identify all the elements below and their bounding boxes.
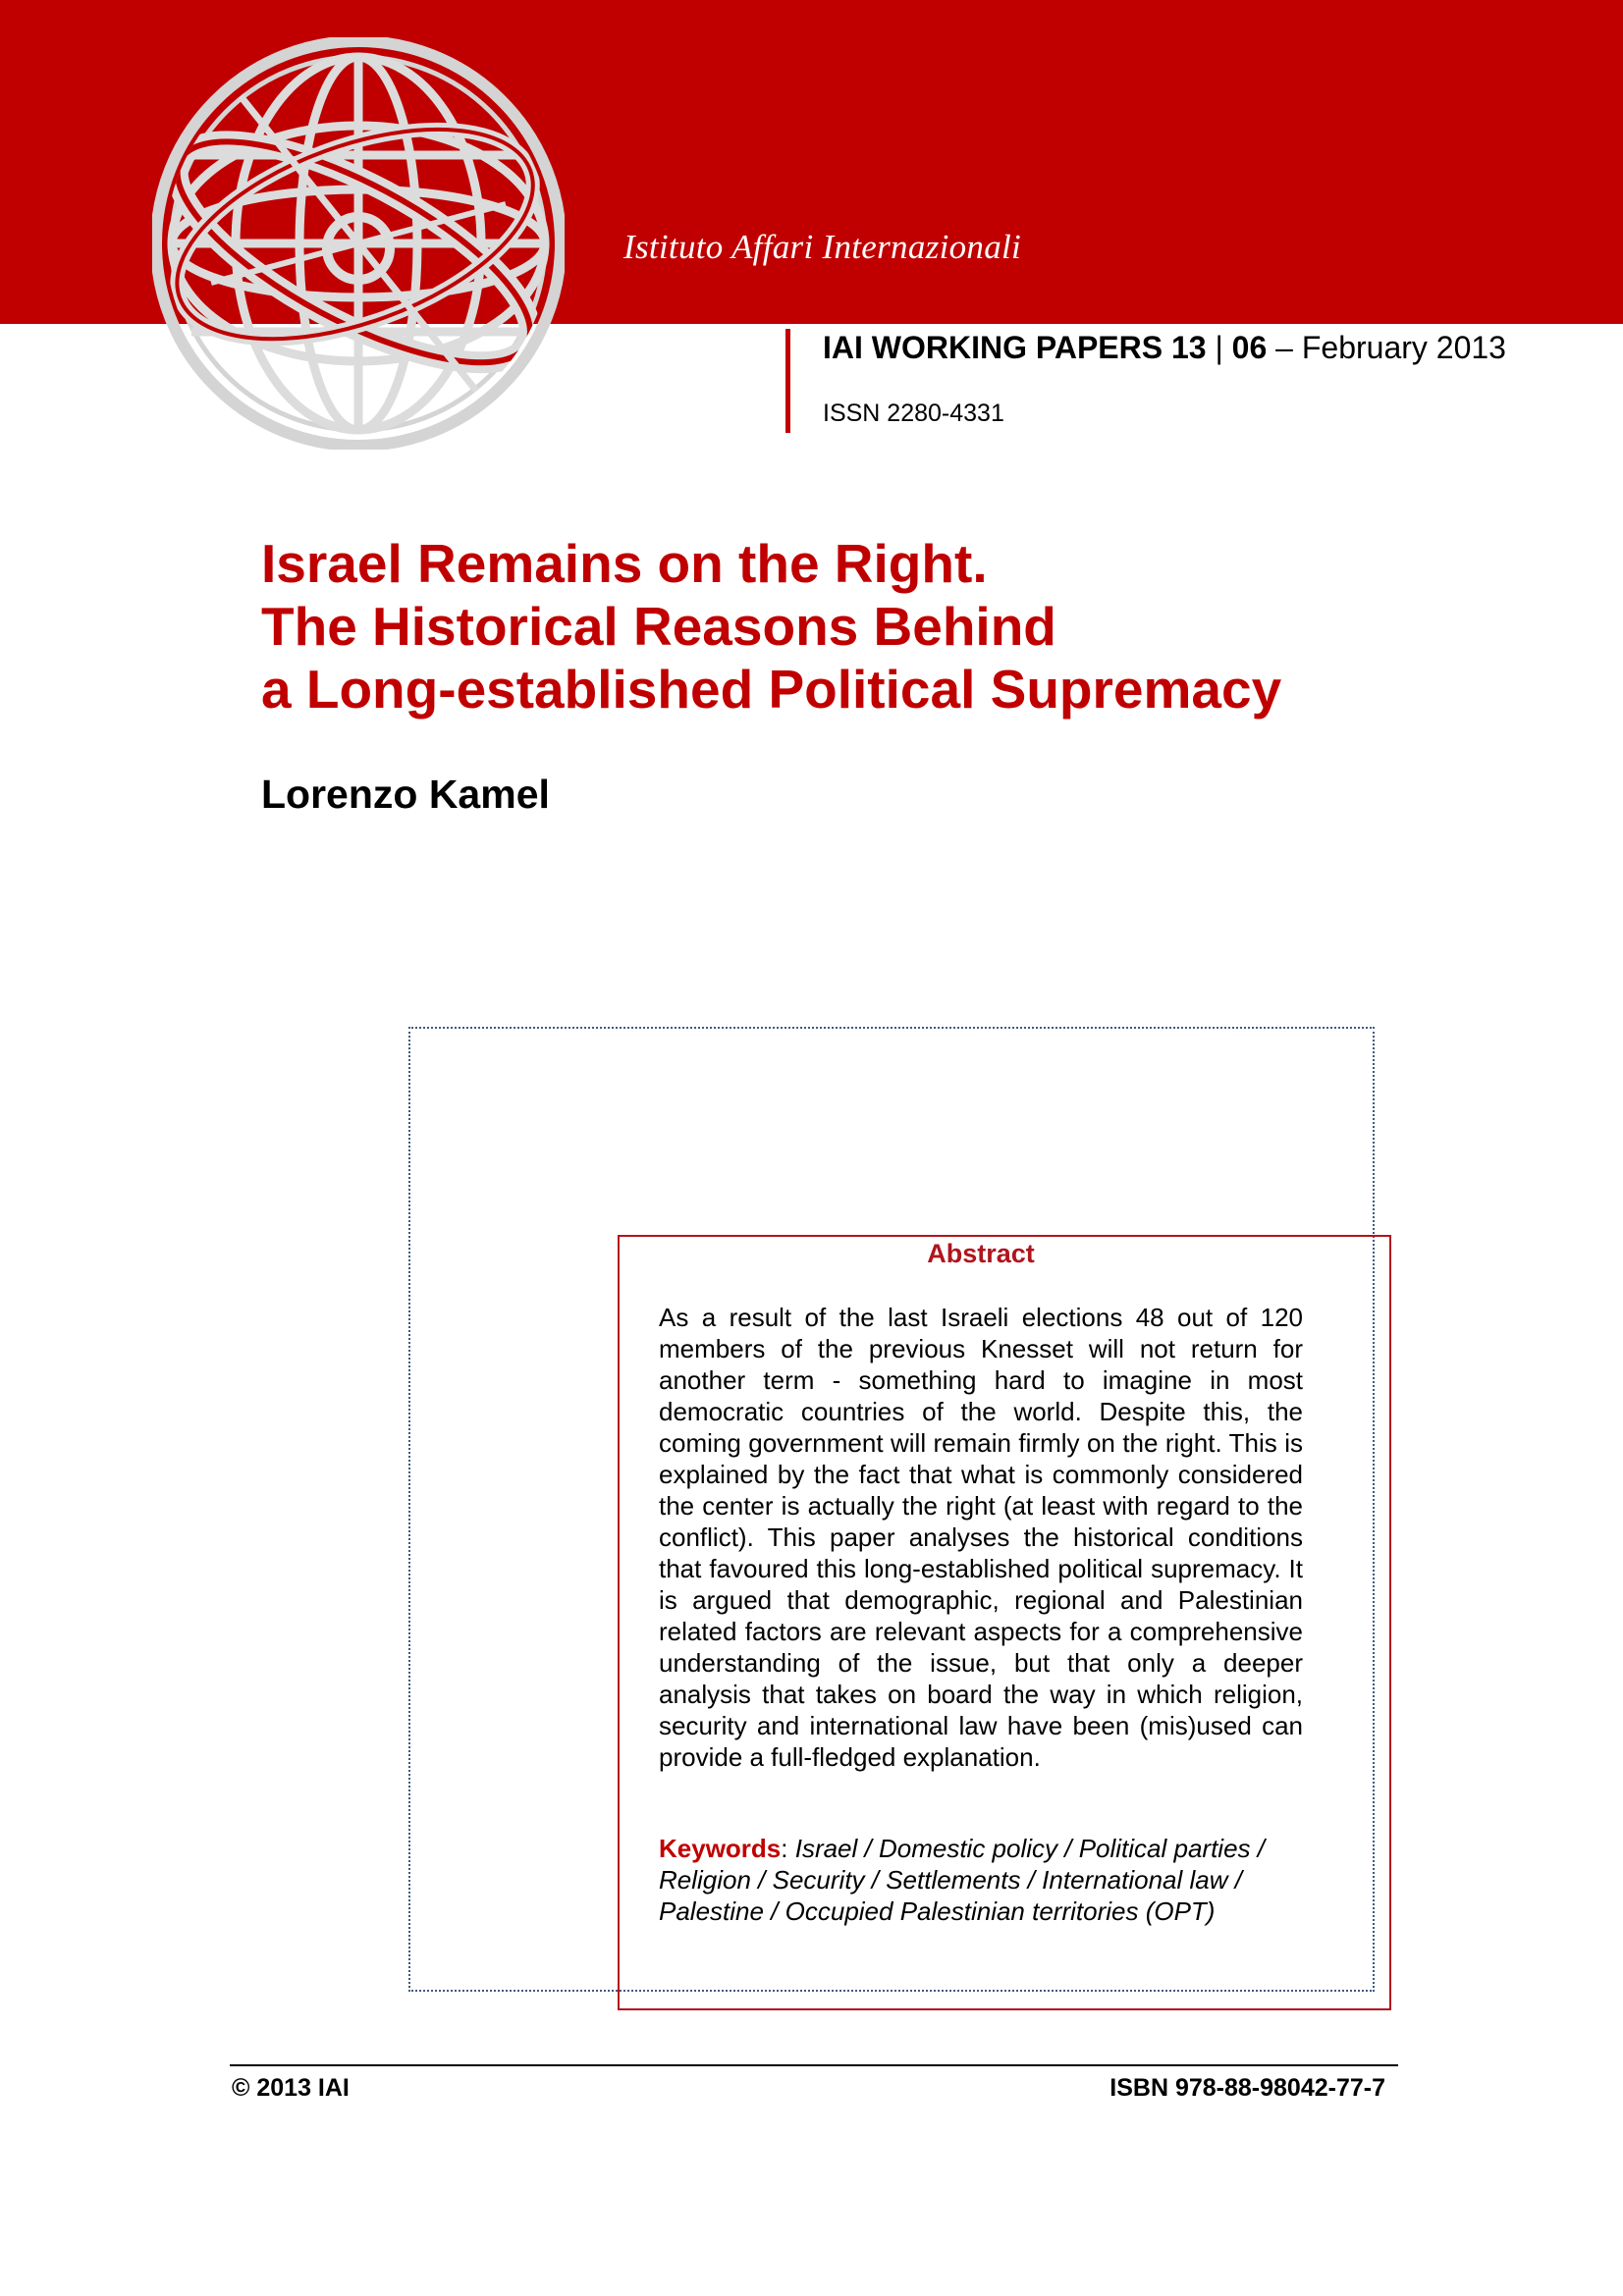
abstract-heading: Abstract <box>927 1239 1035 1268</box>
issn: ISSN 2280-4331 <box>823 400 1004 427</box>
title-line: a Long-established Political Supremacy <box>261 659 1282 720</box>
keywords-label: Keywords <box>659 1834 782 1863</box>
series-accent-bar <box>785 329 790 433</box>
copyright: © 2013 IAI <box>232 2074 350 2102</box>
series-label: IAI WORKING PAPERS 13 <box>823 330 1207 365</box>
title-line: Israel Remains on the Right. <box>261 533 988 594</box>
institute-name: Istituto Affari Internazionali <box>623 228 1022 266</box>
title-line: The Historical Reasons Behind <box>261 596 1056 657</box>
armillary-sphere-icon <box>152 37 565 450</box>
paper-title <box>261 532 1281 721</box>
publication-date: – February 2013 <box>1267 330 1506 365</box>
footer-divider <box>230 2064 1398 2066</box>
keywords <box>659 1833 1307 1927</box>
keywords-list: Israel / Domestic policy / Political parties / Religion / Security / Settlements / International law / Palestine / Occupied Palestinian territories (OPT) <box>659 1834 1265 1926</box>
issue-number: 06 <box>1231 330 1268 365</box>
working-paper-series-line <box>823 330 1506 366</box>
series-separator: | <box>1206 330 1232 365</box>
author-name: Lorenzo Kamel <box>261 772 550 817</box>
abstract-text: As a result of the last Israeli elections 48 out of 120 members of the previous Knesset will not return for another term - something hard to imagine in most democratic countries of the world. Despite this, the coming government will remain firmly on the right. This is explained by the fact that what is commonly considered the center is actually the right (at least with regard to the conflict). This paper analyses the historical conditions that favoured this long-established political supremacy. It is argued that demographic, regional and Palestinian related factors are relevant aspects for a comprehensive understanding of the issue, but that only a deeper analysis that takes on board the way in which religion, security and international law have been (mis)used can provide a full-fledged explanation. <box>659 1303 1303 1772</box>
isbn: ISBN 978-88-98042-77-7 <box>1109 2074 1385 2102</box>
keywords-separator: : <box>781 1834 795 1863</box>
